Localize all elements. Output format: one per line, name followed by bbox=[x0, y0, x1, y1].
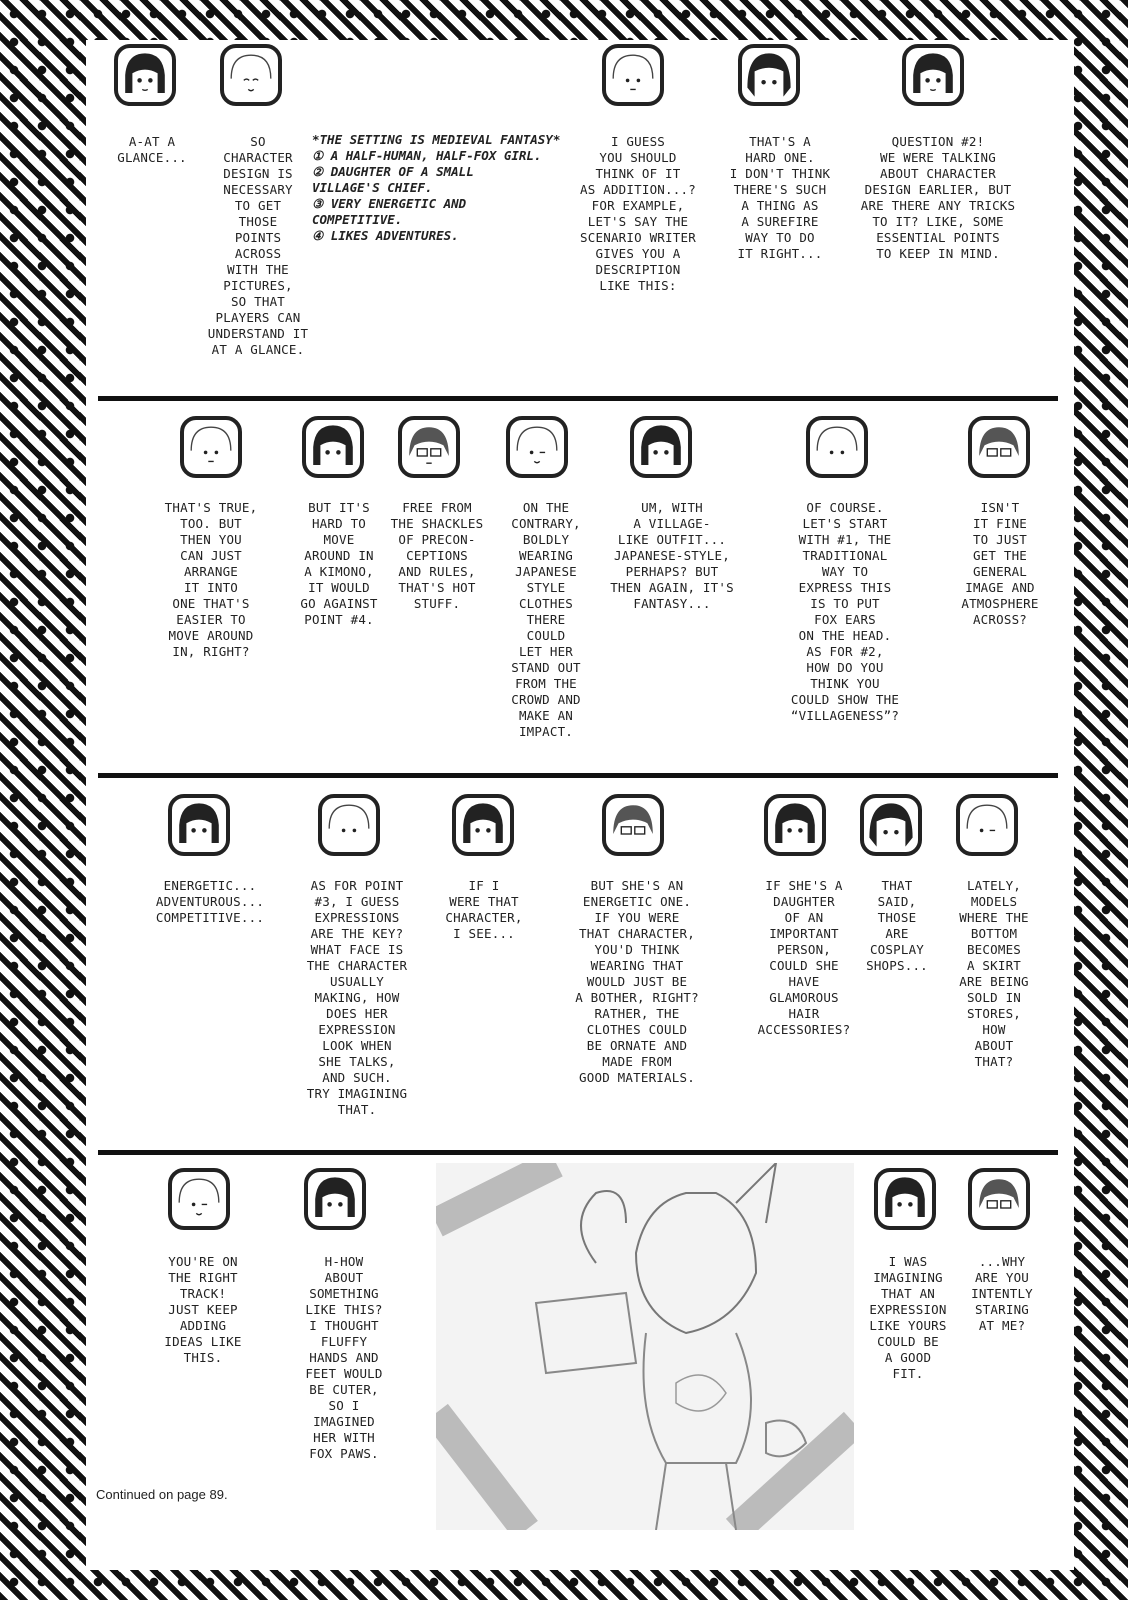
avatar-twin-tail-girl bbox=[738, 44, 800, 106]
avatar-light-hair-girl bbox=[506, 416, 568, 478]
avatar-dark-hair-girl bbox=[304, 1168, 366, 1230]
dialogue-text: I WAS IMAGINING THAT AN EXPRESSION LIKE YOURS COULD BE A GOOD FIT. bbox=[869, 1254, 947, 1381]
dialogue-text: IF I WERE THAT CHARACTER, I SEE... bbox=[445, 878, 523, 941]
avatar-light-hair-girl bbox=[168, 1168, 230, 1230]
setting-item: ① A HALF-HUMAN, HALF-FOX GIRL. bbox=[312, 148, 542, 163]
dialogue-text: FREE FROM THE SHACKLES OF PRECON- CEPTIONS AND RULES, THAT'S HOT STUFF. bbox=[390, 500, 484, 611]
avatar-dark-hair-girl bbox=[874, 1168, 936, 1230]
avatar-glasses-girl bbox=[602, 794, 664, 856]
avatar-dark-hair-girl bbox=[764, 794, 826, 856]
avatar-light-hair-girl bbox=[318, 794, 380, 856]
avatar-dark-hair-girl bbox=[452, 794, 514, 856]
dialogue-text: SO CHARACTER DESIGN IS NECESSARY TO GET THOSE POINTS ACROSS WITH THE PICTURES, SO THAT PLAYERS CAN UNDERSTAND IT AT A GLANCE. bbox=[207, 134, 309, 357]
setting-title: *THE SETTING IS MEDIEVAL FANTASY* bbox=[312, 132, 561, 147]
fox-girl-sketch bbox=[436, 1163, 854, 1530]
dialogue-text: ISN'T IT FINE TO JUST GET THE GENERAL IMAGE AND ATMOSPHERE ACROSS? bbox=[961, 500, 1039, 627]
avatar-light-hair-girl bbox=[956, 794, 1018, 856]
panel-divider bbox=[98, 396, 1058, 401]
setting-description bbox=[312, 132, 612, 244]
avatar-light-hair-girl bbox=[602, 44, 664, 106]
dialogue-text: ...WHY ARE YOU INTENTLY STARING AT ME? bbox=[971, 1254, 1033, 1333]
avatar-glasses-girl bbox=[968, 416, 1030, 478]
dialogue-text: AS FOR POINT #3, I GUESS EXPRESSIONS ARE THE KEY? WHAT FACE IS THE CHARACTER USUALLY MAKING, HOW DOES HER EXPRESSION LOOK WHEN SHE TALKS, AND SUCH. TRY IMAGINING THAT. bbox=[306, 878, 408, 1117]
continued-note: Continued on page 89. bbox=[96, 1487, 228, 1502]
dialogue-text: QUESTION #2! WE WERE TALKING ABOUT CHARACTER DESIGN EARLIER, BUT ARE THERE ANY TRICKS TO IT? LIKE, SOME ESSENTIAL POINTS TO KEEP IN MIND. bbox=[860, 134, 1016, 261]
avatar-glasses-girl bbox=[398, 416, 460, 478]
avatar-light-hair-girl bbox=[180, 416, 242, 478]
panel-divider bbox=[98, 1150, 1058, 1155]
dialogue-text: I GUESS YOU SHOULD THINK OF IT AS ADDITION...? FOR EXAMPLE, LET'S SAY THE SCENARIO WRITER GIVES YOU A DESCRIPTION LIKE THIS: bbox=[580, 134, 696, 293]
avatar-twin-tail-girl bbox=[860, 794, 922, 856]
avatar-light-hair-girl bbox=[220, 44, 282, 106]
avatar-dark-hair-girl bbox=[168, 794, 230, 856]
setting-item: ④ LIKES ADVENTURES. bbox=[312, 228, 459, 243]
avatar-dark-hair-girl bbox=[114, 44, 176, 106]
avatar-light-hair-girl bbox=[806, 416, 868, 478]
setting-item: ③ VERY ENERGETIC AND COMPETITIVE. bbox=[312, 196, 467, 227]
dialogue-text: THAT'S TRUE, TOO. BUT THEN YOU CAN JUST ARRANGE IT INTO ONE THAT'S EASIER TO MOVE AROUND IN, RIGHT? bbox=[164, 500, 258, 659]
avatar-dark-hair-girl bbox=[630, 416, 692, 478]
dialogue-text: THAT SAID, THOSE ARE COSPLAY SHOPS... bbox=[866, 878, 928, 973]
dialogue-text: IF SHE'S A DAUGHTER OF AN IMPORTANT PERSON, COULD SHE HAVE GLAMOROUS HAIR ACCESSORIES? bbox=[757, 878, 851, 1037]
setting-item: ② DAUGHTER OF A SMALL VILLAGE'S CHIEF. bbox=[312, 164, 474, 195]
dialogue-text: THAT'S A HARD ONE. I DON'T THINK THERE'S SUCH A THING AS A SUREFIRE WAY TO DO IT RIGHT... bbox=[729, 134, 831, 261]
avatar-dark-hair-girl bbox=[902, 44, 964, 106]
panel-divider bbox=[98, 773, 1058, 778]
dialogue-text: ON THE CONTRARY, BOLDLY WEARING JAPANESE STYLE CLOTHES THERE COULD LET HER STAND OUT FROM THE CROWD AND MAKE AN IMPACT. bbox=[511, 500, 581, 739]
avatar-glasses-girl bbox=[968, 1168, 1030, 1230]
avatar-dark-hair-girl bbox=[302, 416, 364, 478]
dialogue-text: OF COURSE. LET'S START WITH #1, THE TRADITIONAL WAY TO EXPRESS THIS IS TO PUT FOX EARS ON THE HEAD. AS FOR #2, HOW DO YOU THINK YOU COULD SHOW THE “VILLAGENESS”? bbox=[790, 500, 900, 723]
dialogue-text: BUT IT'S HARD TO MOVE AROUND IN A KIMONO, IT WOULD GO AGAINST POINT #4. bbox=[300, 500, 378, 627]
dialogue-text: ENERGETIC... ADVENTUROUS... COMPETITIVE... bbox=[155, 878, 265, 925]
dialogue-text: LATELY, MODELS WHERE THE BOTTOM BECOMES A SKIRT ARE BEING SOLD IN STORES, HOW ABOUT THAT? bbox=[959, 878, 1029, 1069]
dialogue-text: A-AT A GLANCE... bbox=[117, 134, 187, 165]
dialogue-text: UM, WITH A VILLAGE- LIKE OUTFIT... JAPANESE-STYLE, PERHAPS? BUT THEN AGAIN, IT'S FANTASY... bbox=[610, 500, 734, 611]
dialogue-text: H-HOW ABOUT SOMETHING LIKE THIS? I THOUGHT FLUFFY HANDS AND FEET WOULD BE CUTER, SO I IMAGINED HER WITH FOX PAWS. bbox=[305, 1254, 383, 1461]
dialogue-text: YOU'RE ON THE RIGHT TRACK! JUST KEEP ADDING IDEAS LIKE THIS. bbox=[164, 1254, 242, 1365]
dialogue-text: BUT SHE'S AN ENERGETIC ONE. IF YOU WERE THAT CHARACTER, YOU'D THINK WEARING THAT WOULD JUST BE A BOTHER, RIGHT? RATHER, THE CLOTHES COULD BE ORNATE AND MADE FROM GOOD MATERIALS. bbox=[575, 878, 699, 1085]
